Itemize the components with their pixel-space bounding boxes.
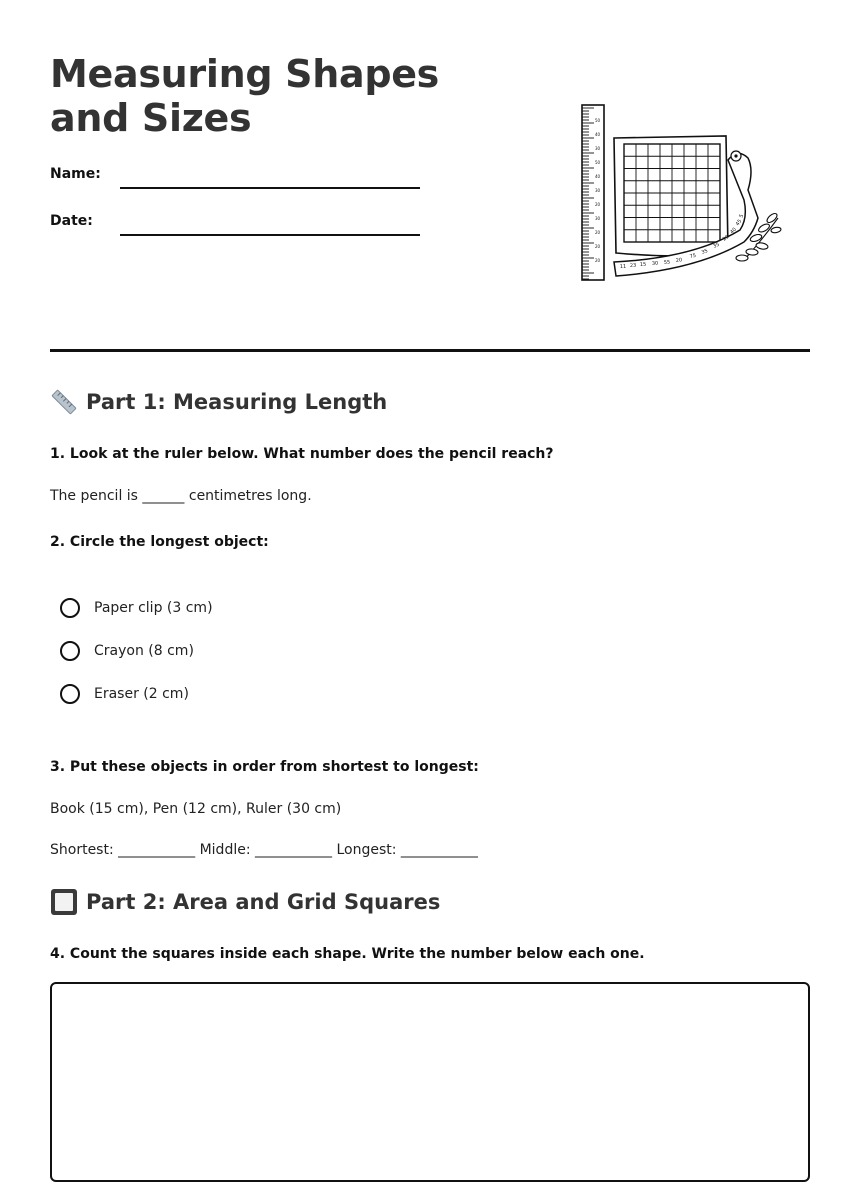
question-4: 4. Count the squares inside each shape. Write the number below each one. [50, 946, 645, 962]
option-label: Paper clip (3 cm) [94, 600, 213, 616]
ruler-number: 20 [595, 258, 601, 263]
white-square-icon [50, 888, 78, 916]
ruler-number: 40 [595, 174, 601, 179]
ruler-number: 30 [595, 188, 601, 193]
ruler-number: 50 [595, 118, 601, 123]
page-title: Measuring Shapes and Sizes [50, 52, 440, 140]
option-label: Crayon (8 cm) [94, 643, 194, 659]
shapes-answer-box [50, 982, 810, 1182]
ruler-number: 30 [595, 146, 601, 151]
ruler-number: 20 [595, 230, 601, 235]
option-circle[interactable] [60, 598, 80, 618]
tape-number: 30 [651, 260, 659, 267]
tape-number: 15 [639, 261, 647, 268]
part1-heading [50, 388, 387, 416]
option-paper-clip[interactable] [60, 598, 213, 618]
tape-number: 11 [619, 263, 627, 270]
question-3-items: Book (15 cm), Pen (12 cm), Ruler (30 cm) [50, 801, 342, 817]
tape-number: 40 [729, 226, 738, 236]
option-crayon[interactable] [60, 641, 194, 661]
tape-number: 5 [738, 213, 746, 219]
ruler-number: 50 [595, 160, 601, 165]
question-3: 3. Put these objects in order from shortest to longest: [50, 759, 479, 775]
question-1: 1. Look at the ruler below. What number does the pencil reach? [50, 446, 554, 462]
question-1-answer-line[interactable]: The pencil is ______ centimetres long. [50, 488, 312, 504]
question-3-answer-line[interactable]: Shortest: ___________ Middle: ___________ Longest: ___________ [50, 842, 478, 858]
part2-heading-text: Part 2: Area and Grid Squares [86, 890, 441, 914]
ruler-number: 20 [595, 202, 601, 207]
part1-heading-text: Part 1: Measuring Length [86, 390, 388, 414]
grid-paper-drawing [614, 136, 728, 256]
section-divider [50, 349, 810, 352]
tape-number: 20 [675, 257, 683, 264]
tape-number: 23 [629, 262, 637, 269]
tape-number: 45 [734, 218, 744, 228]
tape-number: 75 [689, 252, 697, 260]
date-label: Date: [50, 213, 93, 229]
option-eraser[interactable] [60, 684, 189, 704]
ruler-number: 30 [595, 216, 601, 221]
question-2: 2. Circle the longest object: [50, 534, 269, 550]
name-label: Name: [50, 166, 101, 182]
option-circle[interactable] [60, 641, 80, 661]
tape-number: 55 [663, 259, 671, 266]
tape-number: 35 [712, 241, 721, 250]
name-field[interactable] [120, 187, 420, 189]
tape-number: 29 [721, 234, 731, 243]
ruler-number: 40 [595, 132, 601, 137]
option-label: Eraser (2 cm) [94, 686, 189, 702]
part2-heading [50, 888, 440, 916]
ruler-number: 20 [595, 244, 601, 249]
ruler-grid-illustration [576, 100, 786, 286]
date-field[interactable] [120, 234, 420, 236]
tape-number: 35 [700, 248, 709, 256]
option-circle[interactable] [60, 684, 80, 704]
ruler-icon [50, 388, 78, 416]
ruler-drawing [582, 105, 604, 280]
